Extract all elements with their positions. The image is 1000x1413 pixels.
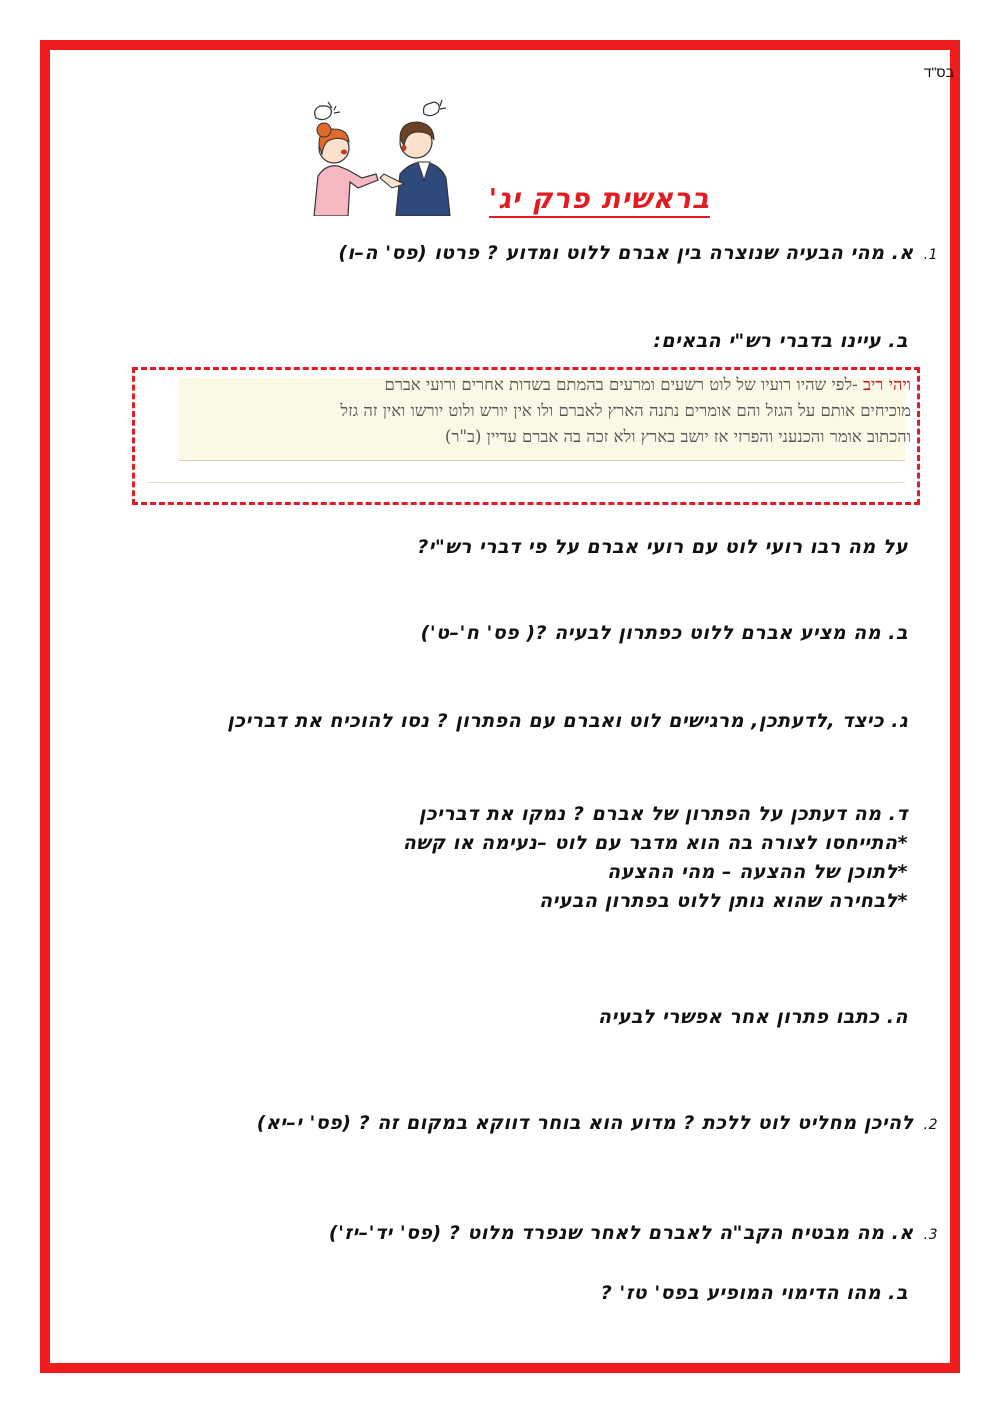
question-3a xyxy=(329,1222,938,1244)
question-2-number: 2. xyxy=(923,1117,938,1133)
rashi-line-3: והכתוב אומר והכנעני והפרזי אז יושב בארץ ולא זכה בה אברם עדיין (ב"ר) xyxy=(444,427,911,446)
question-1-dalet xyxy=(403,800,908,916)
question-1a xyxy=(338,242,938,264)
question-1a-text: א. מהי הבעיה שנוצרה בין אברם ללוט ומדוע ? פרטו (פס' ה–ו) xyxy=(338,242,914,264)
arguing-couple-illustration xyxy=(300,96,465,216)
bsd-label: בס"ד xyxy=(923,64,954,80)
question-2-text: להיכן מחליט לוט ללכת ? מדוע הוא בוחר דווקא במקום זה ? (פס' י–יא) xyxy=(256,1112,914,1134)
rashi-quote-text xyxy=(191,372,911,450)
question-1-dalet-title: ד. מה דעתכן על הפתרון של אברם ? נמקו את דבריכן xyxy=(418,803,908,825)
question-1b-text: על מה רבו רועי לוט עם רועי אברם על פי דברי רש"י? xyxy=(417,536,908,558)
question-3-number: 3. xyxy=(923,1227,938,1243)
page-border-frame xyxy=(40,40,960,1373)
rashi-line-1 xyxy=(191,372,911,398)
rashi-quote-box xyxy=(132,367,920,505)
woman-figure xyxy=(314,102,378,216)
question-1-he: ה. כתבו פתרון אחר אפשרי לבעיה xyxy=(598,1006,908,1028)
question-2 xyxy=(257,1112,938,1134)
question-1-dalet-item-1: *התייחסו לצורה בה הוא מדבר עם לוט –נעימה או קשה xyxy=(402,832,908,854)
question-1-dalet-item-3: *לבחירה שהוא נותן ללוט בפתרון הבעיה xyxy=(539,890,908,912)
question-1-dalet-item-2: *לתוכן של ההצעה – מהי ההצעה xyxy=(607,861,908,883)
question-1-number: 1. xyxy=(923,247,938,263)
question-3a-text: א. מה מבטיח הקב"ה לאברם לאחר שנפרד מלוט ? (פס' יד'–יז') xyxy=(328,1222,914,1244)
rashi-line-2: מוכיחים אותם על הגזל והם אומרים נתנה הארץ לאברם ולו אין יורש ולוט יורשו ואין זה גזל xyxy=(340,401,911,420)
rashi-divider xyxy=(147,482,905,483)
man-figure xyxy=(380,100,450,216)
question-1-gimel: ג. כיצד ,לדעתכן, מרגישים לוט ואברם עם הפתרון ? נסו להוכיח את דבריכן xyxy=(227,710,908,732)
rashi-heading: ויהי ריב xyxy=(863,375,911,394)
rashi-line-1-text: -לפי שהיו רועיו של לוט רשעים ומרעים בהמתם בשדות אחרים ורועי אברם xyxy=(384,375,863,394)
question-1-bet: ב. מה מציע אברם ללוט כפתרון לבעיה ?( פס' ח'–ט') xyxy=(420,622,908,644)
question-3b: ב. מהו הדימוי המופיע בפס' טז' ? xyxy=(600,1282,908,1304)
question-1b-intro: ב. עיינו בדברי רש"י הבאים: xyxy=(653,330,908,352)
page-title: בראשית פרק יג' xyxy=(489,182,710,218)
